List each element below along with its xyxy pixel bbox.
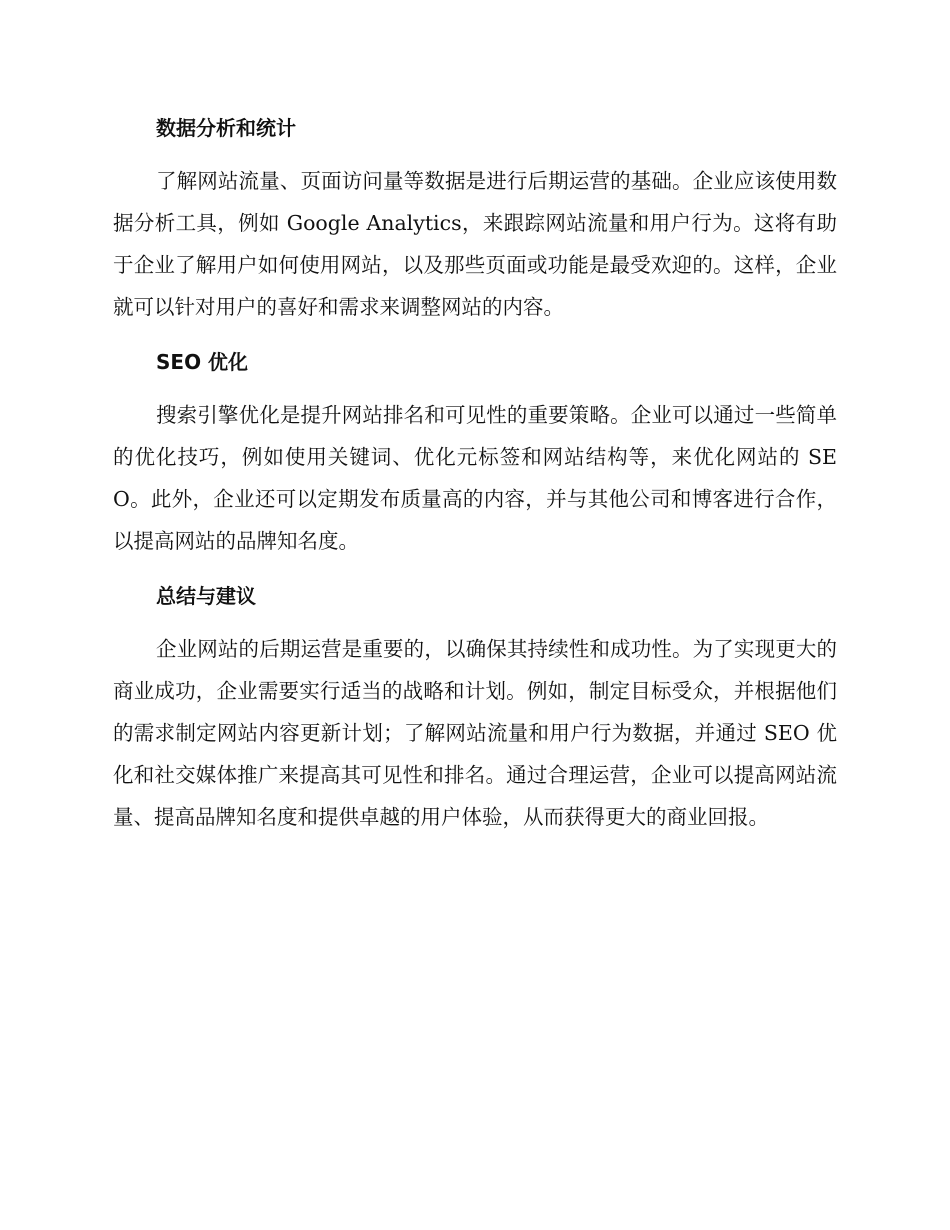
section-heading: 总结与建议 bbox=[156, 584, 256, 608]
section-heading: SEO 优化 bbox=[156, 350, 249, 374]
section-summary bbox=[113, 576, 837, 838]
section-paragraph: 企业网站的后期运营是重要的，以确保其持续性和成功性。为了实现更大的商业成功，企业需要实行适当的战略和计划。例如，制定目标受众，并根据他们的需求制定网站内容更新计划；了解网站流量和用户行为数据，并通过 SEO 优化和社交媒体推广来提高其可见性和排名。通过合理运营，企业可以提高网站流量、提高品牌知名度和提供卓越的用户体验，从而获得更大的商业回报。 bbox=[113, 637, 837, 829]
section-paragraph: 了解网站流量、页面访问量等数据是进行后期运营的基础。企业应该使用数据分析工具，例如 Google Analytics，来跟踪网站流量和用户行为。这将有助于企业了解用户如何使用网站，以及那些页面或功能是最受欢迎的。这样，企业就可以针对用户的喜好和需求来调整网站的内容。 bbox=[113, 169, 837, 319]
section-seo bbox=[113, 342, 837, 562]
section-paragraph: 搜索引擎优化是提升网站排名和可见性的重要策略。企业可以通过一些简单的优化技巧，例如使用关键词、优化元标签和网站结构等，来优化网站的 SEO。此外，企业还可以定期发布质量高的内容，并与其他公司和博客进行合作，以提高网站的品牌知名度。 bbox=[113, 403, 837, 553]
section-heading: 数据分析和统计 bbox=[156, 116, 296, 140]
section-data-analysis bbox=[113, 108, 837, 328]
